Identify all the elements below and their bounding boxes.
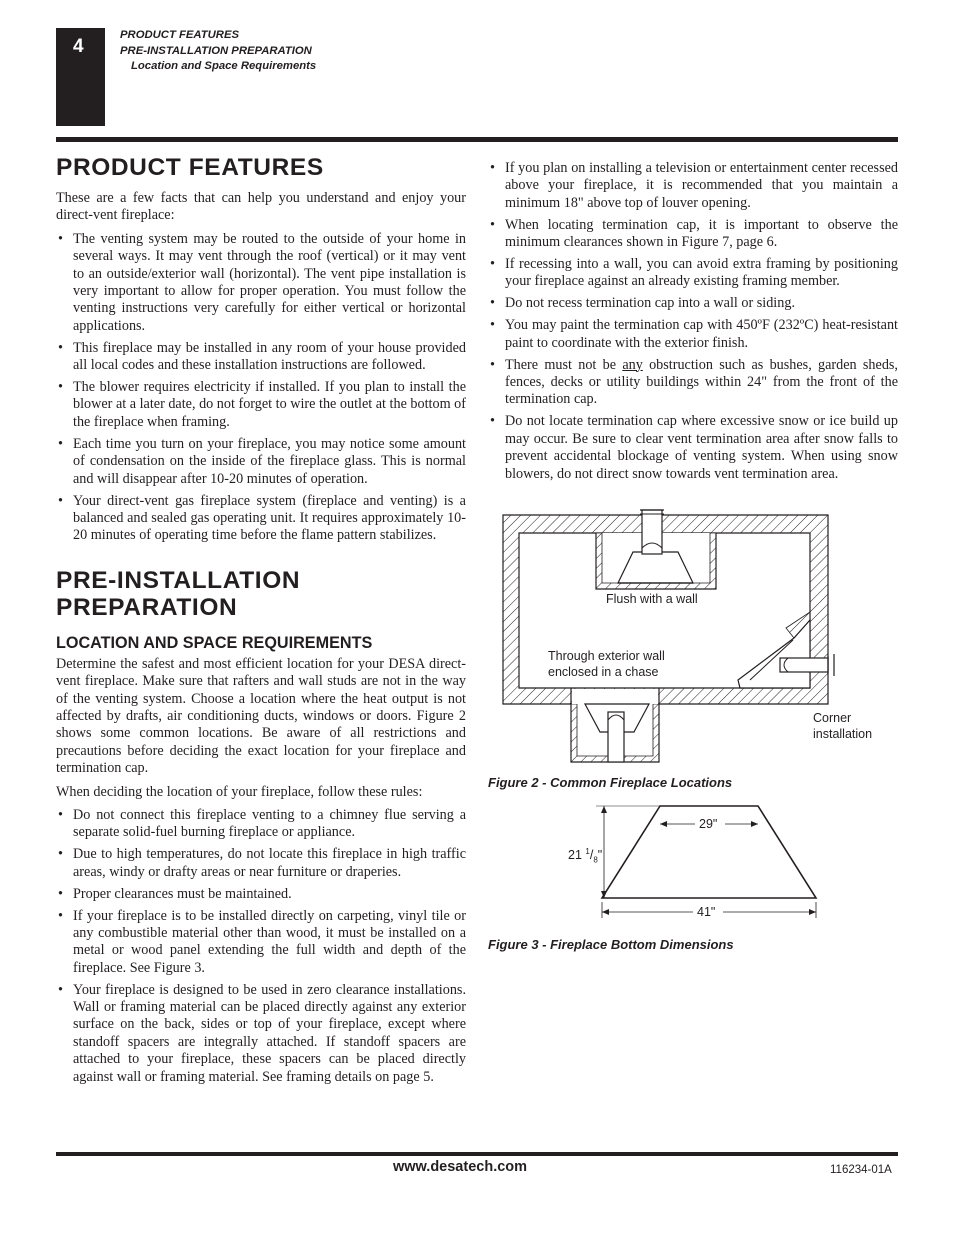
pre-installation-heading bbox=[56, 567, 466, 621]
document-number: 116234-01A bbox=[830, 1164, 892, 1176]
list-item: • The venting system may be routed to the outside of your home in several ways. It may vent through the roof (vertical) or it may vent to an outside/exterior wall (horizontal). The vent pipe installation is very important to allow for proper operation. You must follow the venting instructions very carefully for either vertical or horizontal applications. bbox=[56, 231, 466, 335]
left-column bbox=[56, 154, 466, 1092]
figure-area bbox=[488, 508, 898, 963]
exterior-wall-chase-label bbox=[548, 648, 665, 680]
list-item: • Due to high temperatures, do not locate this fireplace in high traffic areas, windy or drafty areas or near furniture or draperies. bbox=[56, 846, 466, 881]
pre-installation-heading-line: PREPARATION bbox=[56, 593, 238, 621]
list-item: • Your fireplace is designed to be used in zero clearance installations. Wall or framing material can be placed directly against any exterior surface on the back, sides or top of your fireplace, except where standoff spacers are integrally attached. If standoff spacers are attached to your fireplace, these spacers can be placed directly against wall or framing material. See framing details on page 5. bbox=[56, 982, 466, 1086]
right-column bbox=[488, 160, 898, 489]
list-item: • You may paint the termination cap with 450ºF (232ºC) heat-resistant paint to coordinate with the exterior finish. bbox=[488, 317, 898, 352]
corner-label-line: Corner bbox=[813, 711, 852, 725]
list-item: • Do not locate termination cap where excessive snow or ice build up may occur. Be sure to clear vent termination area after snow falls to prevent accidental blockage of venting system. When using snow blowers, do not direct snow towards vent termination area. bbox=[488, 413, 898, 483]
list-item: • If recessing into a wall, you can avoid extra framing by positioning your fireplace against an already existing framing member. bbox=[488, 256, 898, 291]
list-item: • Do not connect this fireplace venting to a chimney flue serving a separate solid-fuel burning fireplace or appliance. bbox=[56, 807, 466, 842]
obstruction-text: obstruction such as bushes, garden sheds, fences, decks or utility buildings within 24" from the front of the termination cap. bbox=[505, 356, 898, 408]
location-subheading: LOCATION AND SPACE REQUIREMENTS bbox=[56, 633, 373, 652]
depth-dimension: 21 $^1/_8$" bbox=[568, 847, 603, 865]
rules-intro: When deciding the location of your fireplace, follow these rules: bbox=[56, 783, 423, 800]
figure-3-caption: Figure 3 - Fireplace Bottom Dimensions bbox=[488, 937, 734, 952]
product-features-intro: These are a few facts that can help you understand and enjoy your direct-vent fireplace: bbox=[56, 190, 466, 224]
list-item: • Do not recess termination cap into a wall or siding. bbox=[488, 295, 898, 312]
running-header bbox=[120, 28, 316, 75]
list-item bbox=[488, 357, 898, 409]
list-item: • If you plan on installing a television or entertainment center recessed above your fireplace, it is recommended that you maintain a minimum 18" above top of louver opening. bbox=[488, 160, 898, 212]
product-features-list bbox=[56, 231, 466, 545]
depth-denominator: 8 bbox=[593, 855, 598, 865]
corner-label-line: installation bbox=[813, 727, 873, 741]
chase-label-line: Through exterior wall bbox=[548, 649, 665, 663]
bottom-width-dimension: 41" bbox=[697, 905, 716, 919]
page-number: 4 bbox=[73, 36, 84, 57]
list-item: • This fireplace may be installed in any room of your house provided all local codes and these installation instructions are followed. bbox=[56, 340, 466, 375]
list-item: • Proper clearances must be maintained. bbox=[56, 886, 466, 903]
running-header-line: PRE-INSTALLATION PREPARATION bbox=[120, 44, 312, 57]
figure-2-caption: Figure 2 - Common Fireplace Locations bbox=[488, 775, 733, 790]
depth-inch-mark: " bbox=[597, 848, 603, 863]
depth-whole: 21 bbox=[568, 848, 582, 863]
flush-wall-label: Flush with a wall bbox=[606, 592, 698, 606]
running-header-line: PRODUCT FEATURES bbox=[120, 29, 240, 41]
pre-installation-heading-line: PRE-INSTALLATION bbox=[56, 566, 301, 594]
list-item: • When locating termination cap, it is important to observe the minimum clearances shown in Figure 7, page 6. bbox=[488, 217, 898, 252]
list-item: • Your direct-vent gas fireplace system (fireplace and venting) is a balanced and sealed gas operating unit. It requires approximately 10-20 minutes of operating time before the flame pattern stabilizes. bbox=[56, 493, 466, 545]
product-features-heading: PRODUCT FEATURES bbox=[56, 154, 324, 181]
location-rules-list bbox=[56, 807, 466, 1086]
list-item: • The blower requires electricity if installed. If you plan to install the blower at a later date, do not forget to wire the outlet at the bottom of the fireplace when framing. bbox=[56, 379, 466, 431]
corner-installation-label bbox=[813, 710, 872, 742]
obstruction-text: There must not be bbox=[505, 356, 623, 373]
location-paragraph: Determine the safest and most efficient location for your DESA direct-vent fireplace. Make sure that rafters and wall studs are not in the way of the venting system. Choose a location where the heat output is not affected by drafts, air conditioning ducts, windows or doors. Figure 2 shows some common locations. Be aware of all restrictions and precautions before deciding the exact location for your fireplace and termination cap. bbox=[56, 655, 466, 777]
running-header-line: Location and Space Requirements bbox=[131, 60, 317, 72]
footer-rule bbox=[56, 1152, 898, 1156]
depth-numerator: 1 bbox=[585, 847, 590, 856]
chase-label-line: enclosed in a chase bbox=[548, 665, 659, 679]
list-item: • If your fireplace is to be installed directly on carpeting, vinyl tile or any combustible material other than wood, it must be installed on a metal or wood panel extending the full width and depth of the fireplace. See Figure 3. bbox=[56, 908, 466, 978]
right-rules-list bbox=[488, 160, 898, 483]
obstruction-emphasis: any bbox=[622, 356, 643, 373]
header-rule bbox=[56, 137, 898, 142]
top-width-dimension: 29" bbox=[699, 817, 718, 831]
list-item: • Each time you turn on your fireplace, you may notice some amount of condensation on the inside of the fireplace glass. This is normal and will disappear after 10-20 minutes of operation. bbox=[56, 436, 466, 488]
footer-url[interactable]: www.desatech.com bbox=[393, 1159, 528, 1175]
